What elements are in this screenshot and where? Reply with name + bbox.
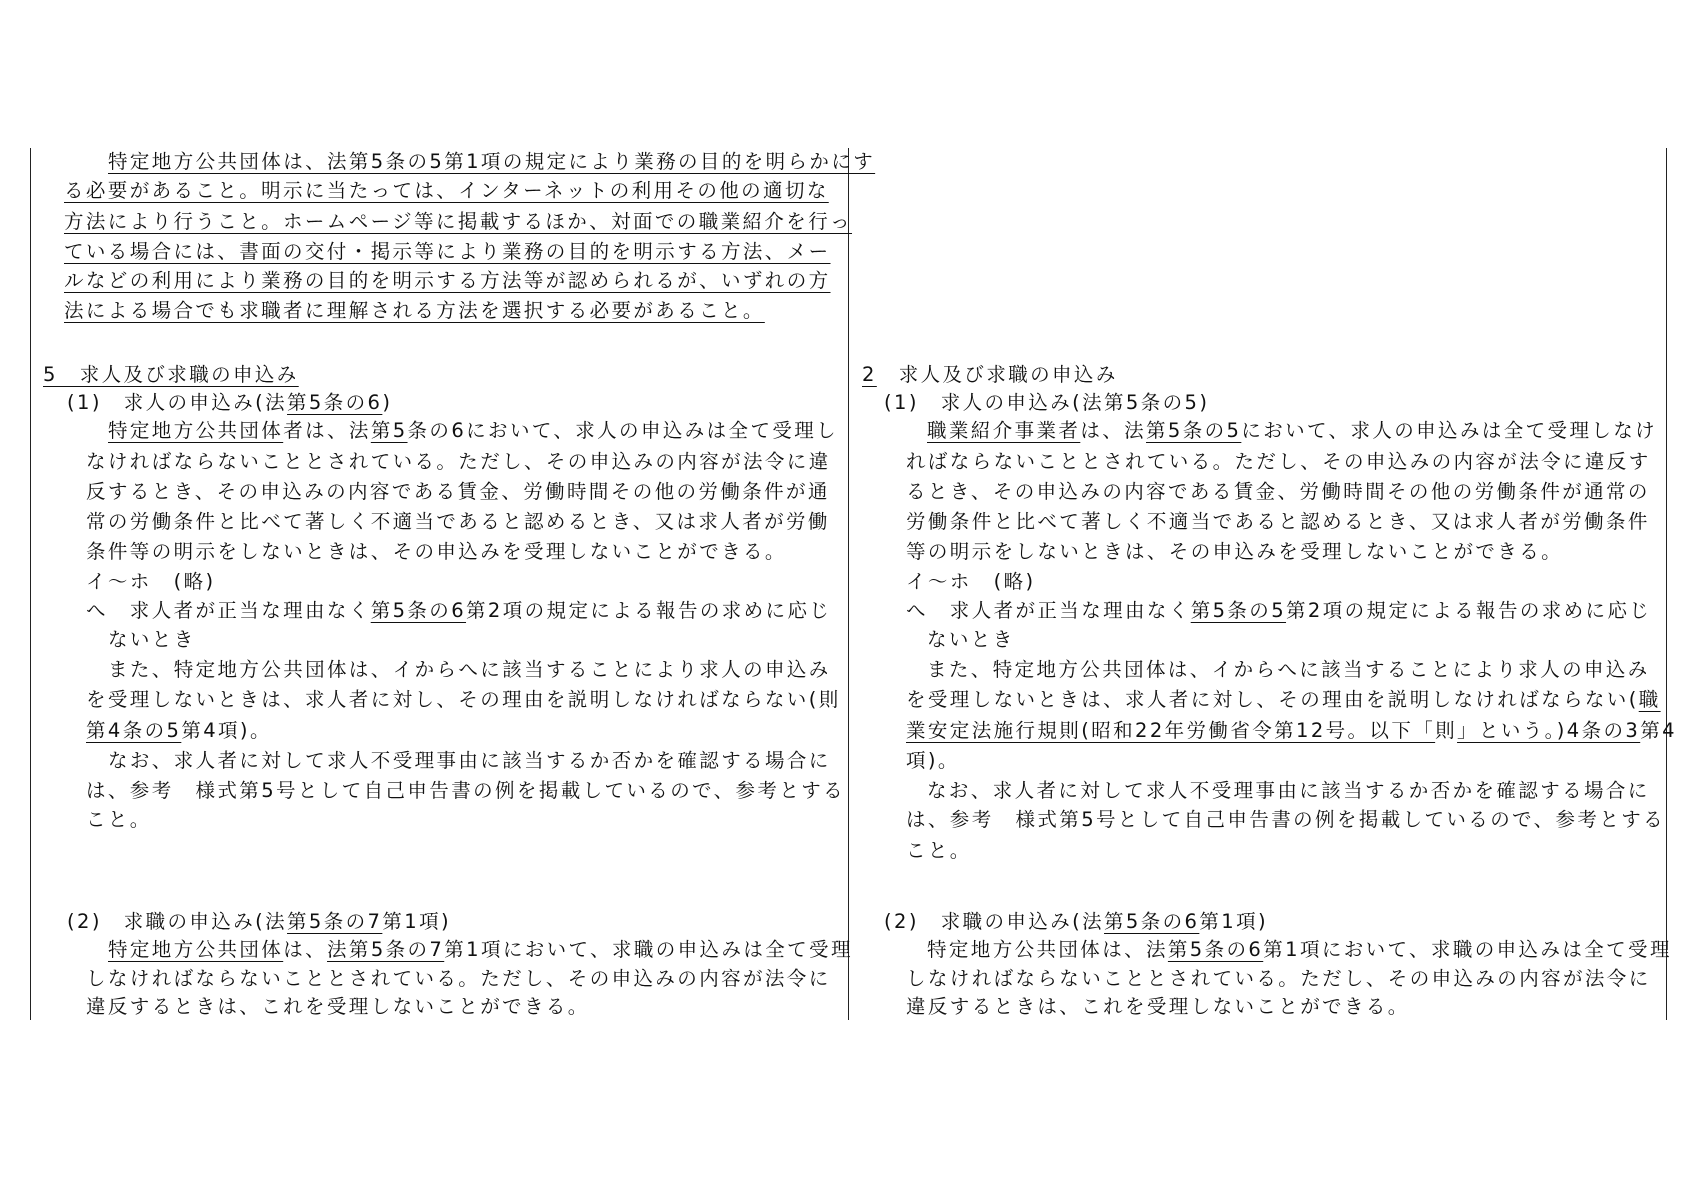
text-line xyxy=(86,449,831,475)
text-line xyxy=(108,748,831,774)
text-line xyxy=(927,627,1015,653)
text-segment: ないとき xyxy=(927,628,1015,651)
underlined-text: 第5条の6 xyxy=(370,599,467,622)
text-line xyxy=(927,657,1650,683)
text-segment: は、参考 様式第5号として自己申告書の例を掲載しているので、参考とする xyxy=(86,779,846,802)
text-line xyxy=(906,718,1677,744)
left-border xyxy=(30,148,31,1020)
text-segment: 条件等の明示をしないときは、その申込みを受理しないことができる。 xyxy=(86,540,787,563)
underlined-text: る必要があること。明示に当たっては、インターネットの利用その他の適切な xyxy=(64,179,829,202)
text-segment: 第1項) xyxy=(1199,910,1268,933)
text-segment: (2) 求職の申込み(法 xyxy=(884,910,1105,933)
text-line xyxy=(64,239,831,265)
text-segment: を受理しないときは、求人者に対し、その理由を説明しなければならない( xyxy=(906,688,1639,711)
text-line xyxy=(906,807,1665,833)
text-line xyxy=(86,539,787,565)
text-segment: 第1項において、求職の申込みは全て受理 xyxy=(1263,938,1672,961)
text-segment: 第4 xyxy=(1640,719,1677,742)
text-segment: イ～ホ (略) xyxy=(86,570,216,593)
underlined-text: ルなどの利用により業務の目的を明示する方法等が認められるが、いずれの方 xyxy=(64,269,831,292)
text-segment: 者は、法 xyxy=(283,419,371,442)
text-line xyxy=(906,479,1650,505)
text-segment: しなければならないこととされている。ただし、その申込みの内容が法令に xyxy=(86,967,831,990)
text-line xyxy=(67,909,451,935)
text-segment: (1) 求人の申込み(法 xyxy=(67,391,288,414)
underlined-text: 第5条の6 xyxy=(287,391,383,414)
text-line xyxy=(86,966,831,992)
text-line xyxy=(64,178,829,204)
text-line xyxy=(862,362,1118,388)
text-line xyxy=(43,362,299,388)
underlined-text: 特定地方公共団体 xyxy=(108,938,284,961)
text-segment: (2) 求職の申込み(法 xyxy=(67,910,288,933)
text-line xyxy=(927,418,1657,444)
text-segment: 特定地方公共団体は、法 xyxy=(927,938,1168,961)
text-line xyxy=(86,807,152,833)
text-line xyxy=(108,627,196,653)
text-segment: へ 求人者が正当な理由なく xyxy=(906,599,1191,622)
text-line xyxy=(906,449,1651,475)
text-line xyxy=(86,598,831,624)
text-segment: 第4項)。 xyxy=(181,719,272,742)
text-segment: ) xyxy=(382,391,393,414)
text-line xyxy=(108,149,875,175)
text-line xyxy=(906,748,960,774)
text-segment: は、 xyxy=(283,938,328,961)
text-line xyxy=(906,687,1661,713)
text-segment: を受理しないときは、求人者に対し、その理由を説明しなければならない(則 xyxy=(86,688,841,711)
text-segment: なお、求人者に対して求人不受理事由に該当するか否かを確認する場合に xyxy=(108,749,831,772)
underlined-text: 職 xyxy=(1638,688,1661,711)
text-line xyxy=(906,966,1651,992)
text-segment: ればならないこととされている。ただし、その申込みの内容が法令に違反す xyxy=(906,450,1651,473)
text-line xyxy=(906,598,1651,624)
text-segment: また、特定地方公共団体は、イからへに該当することにより求人の申込み xyxy=(927,658,1650,681)
text-segment: イ～ホ (略) xyxy=(906,570,1036,593)
text-segment: 条の6において、求人の申込みは全て受理し xyxy=(407,419,839,442)
text-segment: 項)。 xyxy=(906,749,960,772)
text-line xyxy=(927,778,1650,804)
right-border xyxy=(1666,148,1667,1020)
text-line xyxy=(86,479,830,505)
text-segment: (1) 求人の申込み(法第5条の5) xyxy=(884,391,1210,414)
text-segment: 違反するときは、これを受理しないことができる。 xyxy=(906,995,1410,1018)
text-line xyxy=(86,778,845,804)
text-line xyxy=(906,509,1650,535)
underlined-text: 法による場合でも求職者に理解される方法を選択する必要があること。 xyxy=(64,299,765,322)
text-segment: 求人及び求職の申込み xyxy=(876,363,1118,386)
text-segment: なければならないこととされている。ただし、その申込みの内容が法令に違 xyxy=(86,450,831,473)
text-line xyxy=(64,209,852,235)
text-segment: 第2項の規定による報告の求めに応じ xyxy=(1286,599,1652,622)
underlined-text: 特定地方公共団体 xyxy=(108,419,284,442)
text-line xyxy=(108,657,831,683)
text-segment: 第1項) xyxy=(382,910,451,933)
text-line xyxy=(884,909,1268,935)
underlined-text: 第5条の6 xyxy=(1104,910,1200,933)
underlined-text: 第5条の5 xyxy=(1190,599,1287,622)
text-line xyxy=(906,539,1563,565)
text-line xyxy=(108,937,853,963)
text-segment: こと。 xyxy=(86,808,152,831)
text-line xyxy=(64,268,831,294)
underlined-text: ている場合には、書面の交付・掲示等により業務の目的を明示する方法、メー xyxy=(64,240,831,263)
text-segment: は、法 xyxy=(1080,419,1147,442)
text-line xyxy=(927,937,1672,963)
text-line xyxy=(906,838,972,864)
underlined-text: 第5条の7 xyxy=(287,910,383,933)
column-divider xyxy=(848,148,849,1020)
text-segment: また、特定地方公共団体は、イからへに該当することにより求人の申込み xyxy=(108,658,831,681)
text-line xyxy=(906,569,1036,595)
text-segment: ないとき xyxy=(108,628,196,651)
underlined-text: 」という。)4条の3 xyxy=(1457,719,1641,742)
text-segment: 労働条件と比べて著しく不適当であると認めるとき、又は求人者が労働条件 xyxy=(906,510,1650,533)
underlined-text: 2 xyxy=(862,363,877,386)
underlined-text: 業安定法施行規則(昭和22年労働省令第12号。以下「 xyxy=(906,719,1436,742)
text-line xyxy=(906,994,1410,1020)
text-line xyxy=(86,687,841,713)
text-line xyxy=(64,298,765,324)
text-segment: へ 求人者が正当な理由なく xyxy=(86,599,371,622)
text-segment: 則 xyxy=(1435,719,1458,742)
underlined-text: 職業紹介事業者 xyxy=(927,419,1081,442)
text-segment: は、参考 様式第5号として自己申告書の例を掲載しているので、参考とする xyxy=(906,808,1666,831)
text-line xyxy=(67,390,392,416)
text-segment: 違反するときは、これを受理しないことができる。 xyxy=(86,995,590,1018)
underlined-text: 5 求人及び求職の申込み xyxy=(43,363,299,386)
text-segment: 第2項の規定による報告の求めに応じ xyxy=(466,599,832,622)
text-segment: において、求人の申込みは全て受理しなけ xyxy=(1241,419,1658,442)
text-line xyxy=(86,994,590,1020)
underlined-text: 特定地方公共団体は、法第5条の5第1項の規定により業務の目的を明らかにす xyxy=(108,150,876,173)
underlined-text: 第4条の5 xyxy=(86,719,182,742)
text-segment: 反するとき、その申込みの内容である賃金、労働時間その他の労働条件が通 xyxy=(86,480,830,503)
text-segment: るとき、その申込みの内容である賃金、労働時間その他の労働条件が通常の xyxy=(906,480,1650,503)
text-segment: 等の明示をしないときは、その申込みを受理しないことができる。 xyxy=(906,540,1564,563)
underlined-text: 第5条の6 xyxy=(1167,938,1264,961)
underlined-text: 第5条の5 xyxy=(1146,419,1242,442)
text-line xyxy=(86,509,830,535)
text-line xyxy=(884,390,1209,416)
text-line xyxy=(108,418,838,444)
underlined-text: 方法により行うこと。ホームページ等に掲載するほか、対面での職業紹介を行っ xyxy=(64,210,853,233)
text-segment: なお、求人者に対して求人不受理事由に該当するか否かを確認する場合に xyxy=(927,779,1650,802)
underlined-text: 第5 xyxy=(370,419,408,442)
text-segment: こと。 xyxy=(906,839,972,862)
text-segment: 第1項において、求職の申込みは全て受理 xyxy=(444,938,853,961)
text-line xyxy=(86,569,216,595)
underlined-text: 法第5条の7 xyxy=(327,938,445,961)
text-line xyxy=(86,718,272,744)
text-segment: しなければならないこととされている。ただし、その申込みの内容が法令に xyxy=(906,967,1651,990)
text-segment: 常の労働条件と比べて著しく不適当であると認めるとき、又は求人者が労働 xyxy=(86,510,830,533)
